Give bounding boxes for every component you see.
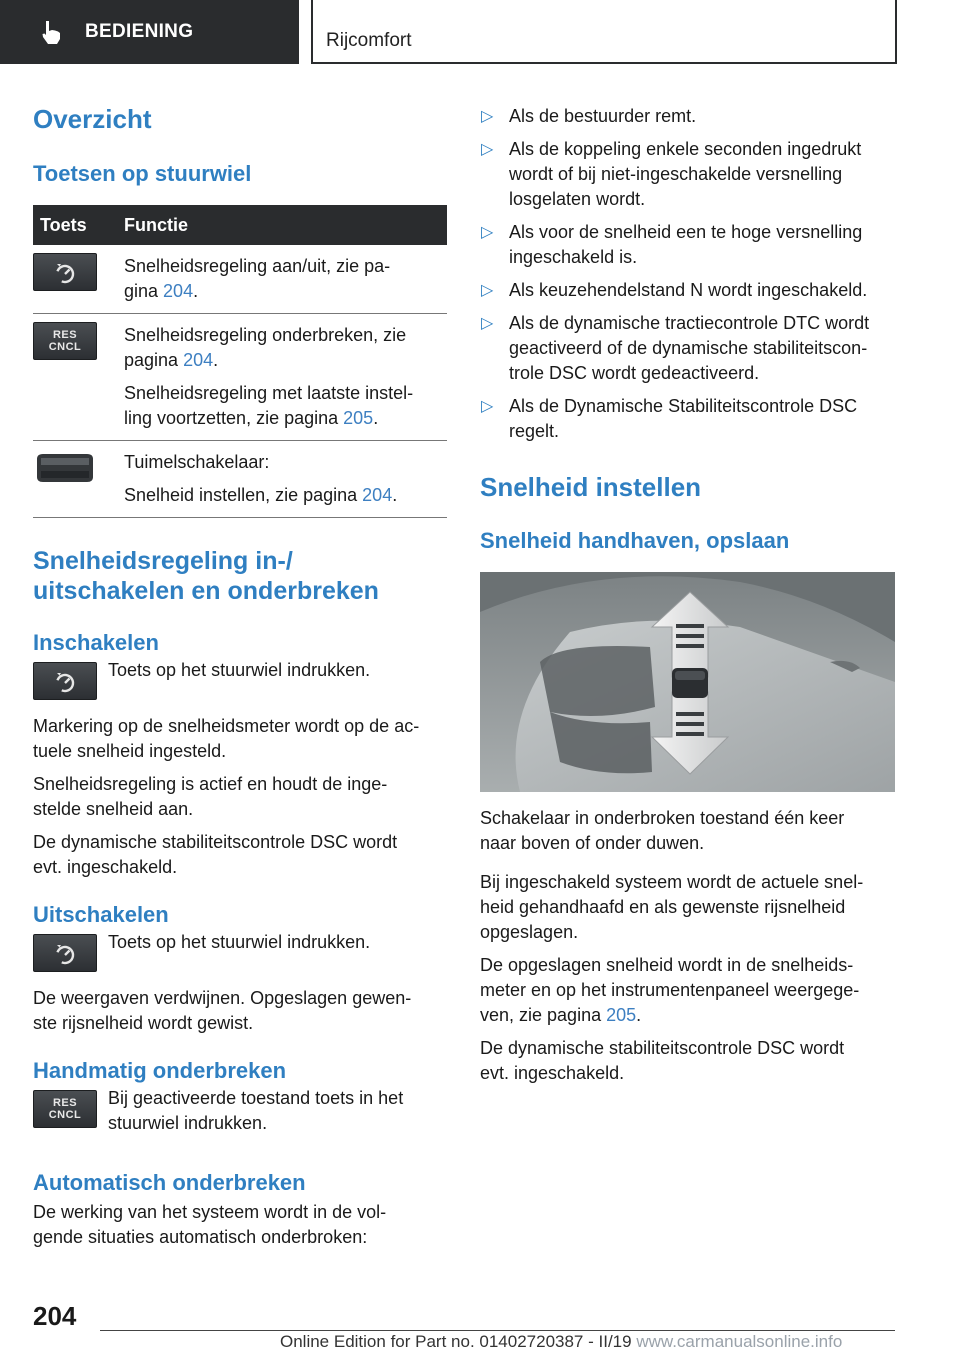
page-link-205[interactable]: 205 (606, 1005, 637, 1025)
uitschakelen-row (33, 930, 447, 972)
row2b-text: Snelheidsregeling met laatste instel- ling voortzetten, zie pagina 205. (124, 383, 414, 428)
heading-inschakelen: Inschakelen (33, 630, 159, 655)
footer-text: Online Edition for Part no. 01402720387 - II/19 www.carmanualsonline.info (280, 1332, 843, 1351)
right-column (480, 104, 896, 1086)
table-row (33, 245, 447, 314)
set-p1: Schakelaar in onderbroken toestand één keer naar boven of onder duwen. (480, 808, 845, 853)
left-column (33, 100, 447, 1250)
handmatig-row (33, 1086, 447, 1136)
button-function-table (33, 205, 447, 518)
list-item: ▷ Als de koppeling enkele seconden ingedrukt wordt of bij niet-ingeschakelde versnelling losgelaten wordt. (481, 139, 862, 209)
cruise-control-button-icon (33, 934, 97, 972)
heading-handmatig: Handmatig onderbreken (33, 1058, 287, 1083)
triangle-bullet-icon: ▷ (481, 141, 494, 158)
set-p4: De dynamische stabiliteitscontrole DSC wordt evt. ingeschakeld. (480, 1038, 845, 1083)
heading-snelheid-instellen: Snelheid instellen (480, 472, 702, 502)
table-row (33, 314, 447, 441)
cruise-control-button-icon (33, 253, 97, 291)
row3b-text: Snelheid instellen, zie pagina 204. (124, 485, 398, 505)
inschakelen-p1: Markering op de snelheidsmeter wordt op de ac- tuele snelheid ingesteld. (33, 716, 420, 761)
inschakelen-icon-text: Toets op het stuurwiel indrukken. (108, 660, 371, 680)
page-link-204[interactable]: 204 (163, 281, 194, 301)
triangle-bullet-icon: ▷ (481, 108, 494, 125)
table-row (33, 441, 447, 518)
column-header-functie: Functie (124, 205, 447, 245)
triangle-bullet-icon: ▷ (481, 315, 494, 332)
res-cncl-button-icon: RES CNCL (33, 1090, 97, 1128)
heading-overzicht: Overzicht (33, 104, 152, 134)
set-p2: Bij ingeschakeld systeem wordt de actuele snel- heid gehandhaafd en als gewenste rijsnelheid opgeslagen. (480, 872, 864, 942)
section-title: BEDIENING (85, 21, 194, 42)
automatisch-p1: De werking van het systeem wordt in de vol- gende situaties automatisch onderbroken: (33, 1202, 387, 1247)
uitschakelen-icon-text: Toets op het stuurwiel indrukken. (108, 932, 371, 952)
rocker-switch-icon (33, 449, 97, 487)
section-tab (0, 0, 299, 64)
triangle-bullet-icon: ▷ (481, 224, 494, 241)
page-number: 204 (33, 1301, 77, 1331)
heading-in-uitschakelen: Snelheidsregeling in-/ uitschakelen en onderbreken (33, 547, 379, 605)
inschakelen-p3: De dynamische stabiliteitscontrole DSC wordt evt. ingeschakeld. (33, 832, 398, 877)
set-p3: De opgeslagen snelheid wordt in de snelheids- meter en op het instrumentenpaneel weergege- ven, zie pagina 205. (480, 955, 860, 1025)
table-header (33, 205, 447, 245)
cruise-control-button-icon (33, 662, 97, 700)
res-cncl-button-icon: RES CNCL (33, 322, 97, 360)
inschakelen-row (33, 658, 447, 700)
chapter-header (311, 0, 897, 64)
row1-text: Snelheidsregeling aan/uit, zie pa- gina 204. (124, 256, 391, 301)
triangle-bullet-icon: ▷ (481, 398, 494, 415)
chapter-title: Rijcomfort (326, 30, 412, 51)
triangle-bullet-icon: ▷ (481, 282, 494, 299)
page-link-204[interactable]: 204 (183, 350, 214, 370)
page-link-205[interactable]: 205 (343, 408, 374, 428)
footer-site: www.carmanualsonline.info (636, 1332, 843, 1351)
uitschakelen-p1: De weergaven verdwijnen. Opgeslagen gewen- ste rijsnelheid wordt gewist. (33, 988, 412, 1033)
list-item: ▷ Als de Dynamische Stabiliteitscontrole DSC regelt. (481, 396, 858, 441)
heading-snelheid-handhaven: Snelheid handhaven, opslaan (480, 528, 790, 553)
list-item: ▷ Als de dynamische tractiecontrole DTC wordt geactiveerd of de dynamische stabiliteitscon- trole DSC wordt gedeactiveerd. (481, 313, 870, 383)
heading-uitschakelen: Uitschakelen (33, 902, 169, 927)
heading-toetsen: Toetsen op stuurwiel (33, 161, 252, 186)
interruption-list (480, 104, 896, 444)
heading-automatisch: Automatisch onderbreken (33, 1170, 306, 1195)
list-item: ▷ Als voor de snelheid een te hoge versnelling ingeschakeld is. (481, 222, 863, 267)
steering-wheel-rocker-photo (480, 572, 895, 792)
list-item: ▷ Als de bestuurder remt. (480, 104, 896, 129)
inschakelen-p2: Snelheidsregeling is actief en houdt de inge- stelde snelheid aan. (33, 774, 388, 819)
page-link-204[interactable]: 204 (362, 485, 393, 505)
list-item: ▷ Als keuzehendelstand N wordt ingeschakeld. (480, 278, 896, 303)
hand-pointer-icon (36, 17, 66, 47)
handmatig-icon-text: Bij geactiveerde toestand toets in het stuurwiel indrukken. (108, 1088, 404, 1133)
column-header-toets: Toets (33, 205, 124, 245)
footer-rule (100, 1330, 895, 1331)
row3a-text: Tuimelschakelaar: (124, 452, 270, 472)
row2a-text: Snelheidsregeling onderbreken, zie pagina 204. (124, 325, 407, 370)
